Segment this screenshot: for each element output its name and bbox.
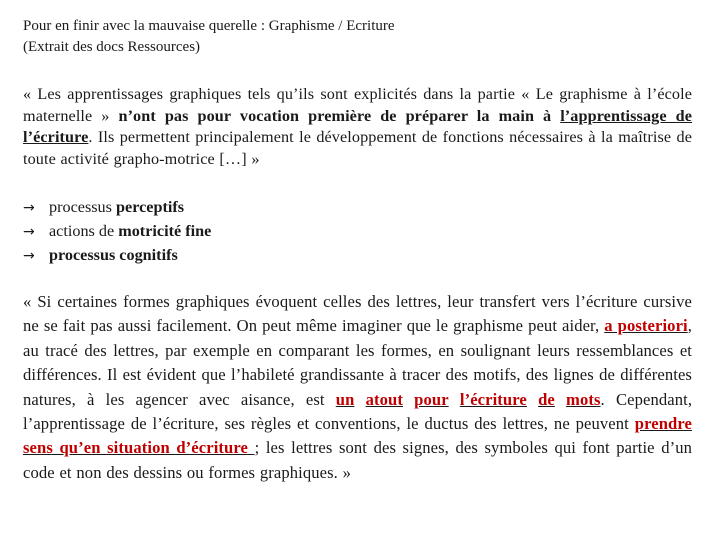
document-title: Pour en finir avec la mauvaise querelle : Graphisme / Ecriture <box>23 18 395 34</box>
emphasis-situation-ecriture: prendre sens qu’en situation d’écriture <box>23 414 692 458</box>
quote-paragraph-1 <box>23 84 692 170</box>
quote1-text-end: . Ils permettent principalement le développement de fonctions nécessaires à la maîtrise de toute activité grapho-motrice […] » <box>23 128 692 168</box>
emphasis-word: atout <box>365 389 403 409</box>
list-item <box>23 244 211 268</box>
key-points-list <box>23 196 211 268</box>
quote1-bold-text: n’ont pas pour vocation première de préparer la main à <box>118 106 561 125</box>
quote-paragraph-2 <box>23 290 692 485</box>
quote2-text-2: , au tracé des lettres, par exemple en comparant les formes, en soulignant leurs ressemblances et différences. Il est évident que l’habileté grandissante à tracer des motifs, des lignes de différentes natures, à les agencer avec aisance, est <box>23 316 692 409</box>
quote2-text-4: ; les lettres sont des signes, des symboles qui font partie d’un code et non des dessins ou formes graphiques. » <box>23 438 693 482</box>
list-item <box>23 220 211 244</box>
list-item-prefix: actions de <box>49 222 119 240</box>
right-arrow-icon: → <box>23 200 35 216</box>
list-item <box>23 196 211 220</box>
emphasis-word: l’écriture <box>459 389 527 409</box>
right-arrow-icon: → <box>23 248 35 264</box>
emphasis-word: mots <box>566 389 601 409</box>
emphasis-a-posteriori: a posteriori <box>604 316 688 336</box>
quote2-text-1: « Si certaines formes graphiques évoquent celles des lettres, leur transfert vers l’écriture cursive ne se fait pas aussi facilement. On peut même imaginer que le graphisme peut aider, <box>23 292 692 336</box>
quote1-bold-underlined-text: l’apprentissage de l’écriture <box>23 106 692 146</box>
list-item-bold: processus cognitifs <box>49 246 178 264</box>
quote2-text-3: . Cependant, l’apprentissage de l’écriture, ses règles et conventions, le ductus des lettres, ne peuvent <box>23 389 693 434</box>
list-item-bold: motricité fine <box>118 222 212 240</box>
list-item-prefix: processus <box>49 198 116 216</box>
quote1-text-start: « Les apprentissages graphiques tels qu’ils sont explicités dans la partie « Le graphisme à l’école maternelle » <box>23 85 692 125</box>
document-header <box>23 16 503 58</box>
document-source: (Extrait des docs Ressources) <box>23 39 201 55</box>
emphasis-word: de <box>538 389 555 409</box>
emphasis-word: un <box>335 389 355 409</box>
right-arrow-icon: → <box>23 224 35 240</box>
list-item-bold: perceptifs <box>116 198 185 216</box>
emphasis-word: pour <box>414 389 449 409</box>
